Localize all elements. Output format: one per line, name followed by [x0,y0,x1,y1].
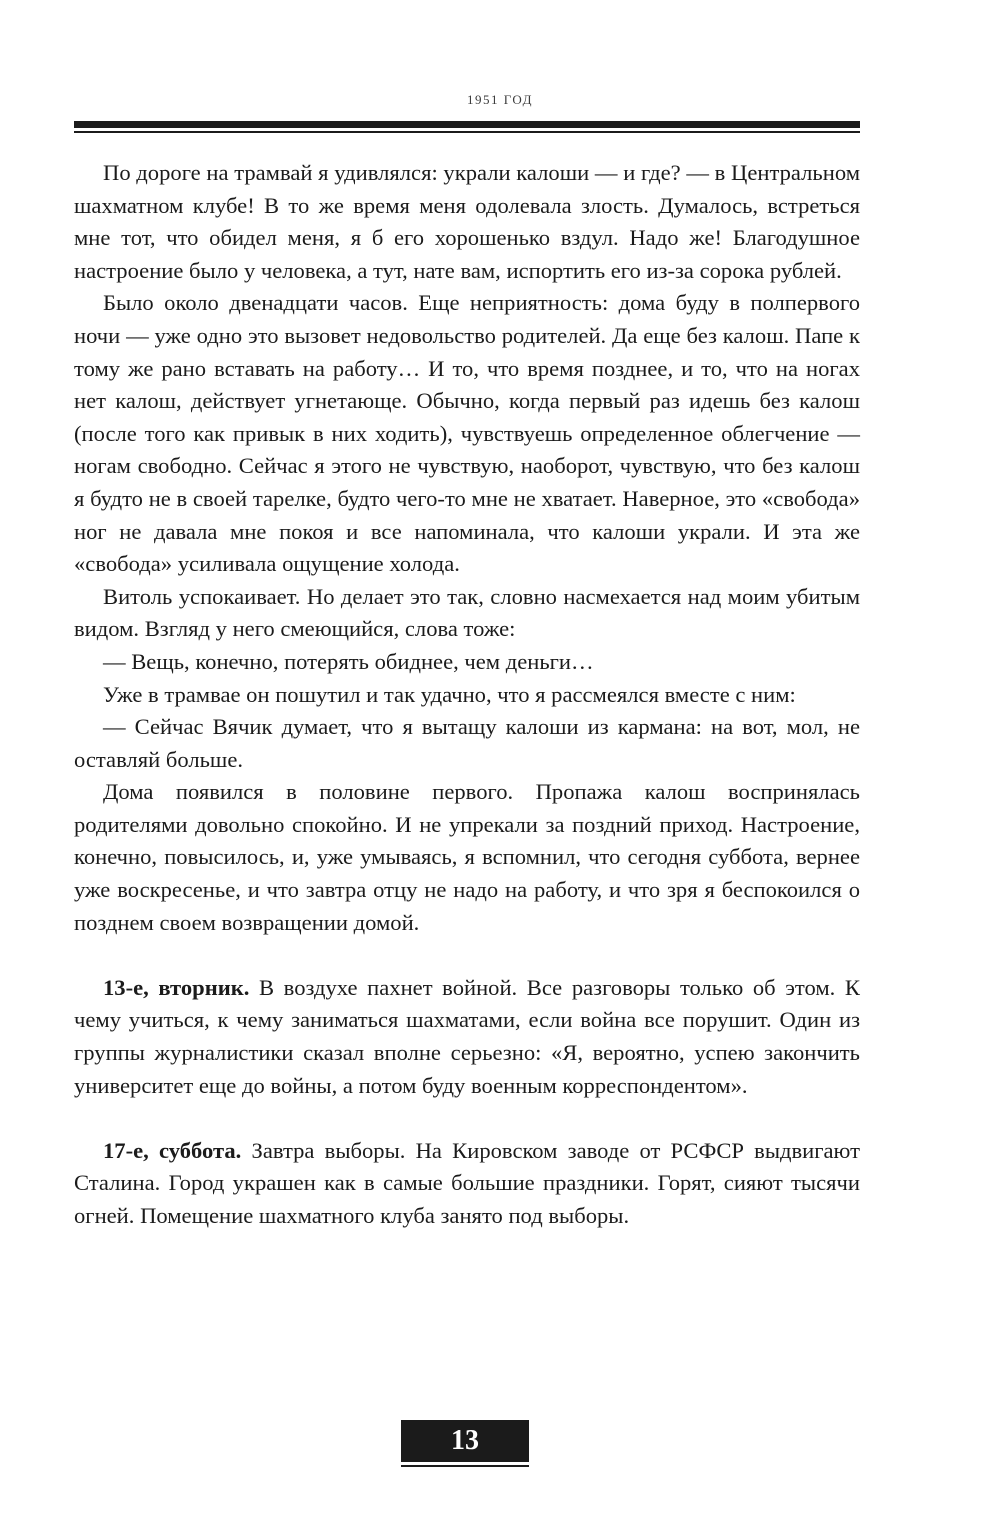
diary-entry-13 [74,972,860,1102]
paragraph: Было около двенадцати часов. Еще неприятность: дома буду в полпервого ночи — уже одно это вызовет недовольство родителей. Да еще без калош. Папе к тому же рано вставать на работу… И то, что время позднее, и то, что на ногах нет калош, действует угнетающе. Обычно, когда первый раз идешь без калош (после того как привык в них ходить), чувствуешь определенное облегчение — ногам свободно. Сейчас я этого не чувствую, наоборот, чувствую, что без калош я будто не в своей тарелке, будто чего-то мне не хватает. Наверное, это «свобода» ног не давала мне покоя и все напоминала, что калоши украли. И эта же «свобода» усиливала ощущение холода. [74,290,860,577]
paragraph: Уже в трамвае он пошутил и так удачно, что я рассмеялся вместе с ним: [103,681,796,707]
entry-text: Завтра выборы. На Кировском заводе от РСФСР выдвигают Сталина. Город украшен как в самые большие праздники. Горят, сияют тысячи огней. Помещение шахматного клуба занято под выборы. [74,1137,861,1228]
running-head: 1951 ГОД [466,92,534,107]
paragraph: По дороге на трамвай я удивлялся: украли калоши — и где? — в Центральном шахматном клубе! В то же время меня одолевала злость. Думалось, встреться мне тот, что обидел меня, я б его хорошенько вздул. Надо же! Благодушное настроение было у человека, а тут, нате вам, испортить его из-за сорока рублей. [74,160,860,283]
page-number: 13 [401,1420,529,1462]
header-rule-thick [74,121,860,128]
entry-date: 13-е, вторник. [103,974,250,1000]
paragraph: Витоль успокаивает. Но делает это так, словно насмехается над моим убитым видом. Взгляд у него смеющийся, слова тоже: [74,583,860,642]
page-number-rule [401,1465,529,1467]
diary-entry-17 [74,1135,860,1233]
paragraph: Дома появился в половине первого. Пропажа калош воспринялась родителями довольно спокойно. И не упрекали за поздний приход. Настроение, конечно, повысилось, и, уже умываясь, я вспомнил, что сегодня суббота, вернее уже воскресенье, и что завтра отцу не надо на работу, и что зря я беспокоился о позднем своем возвращении домой. [74,779,860,935]
entry-text: В воздухе пахнет войной. Все разговоры только об этом. К чему учиться, к чему заниматься шахматами, если война все порушит. Один из группы журналистики сказал вполне серьезно: «Я, вероятно, успею закончить университет еще до войны, а потом буду военным корреспондентом». [74,974,860,1098]
header-rule-thin [74,131,860,133]
dialogue-line: — Сейчас Вячик думает, что я вытащу калоши из кармана: на вот, мол, не оставляй больше. [74,714,860,772]
dialogue-line: — Вещь, конечно, потерять обиднее, чем деньги… [103,648,594,674]
entry-date: 17-е, суббота. [103,1137,242,1163]
body-text [74,157,860,1233]
